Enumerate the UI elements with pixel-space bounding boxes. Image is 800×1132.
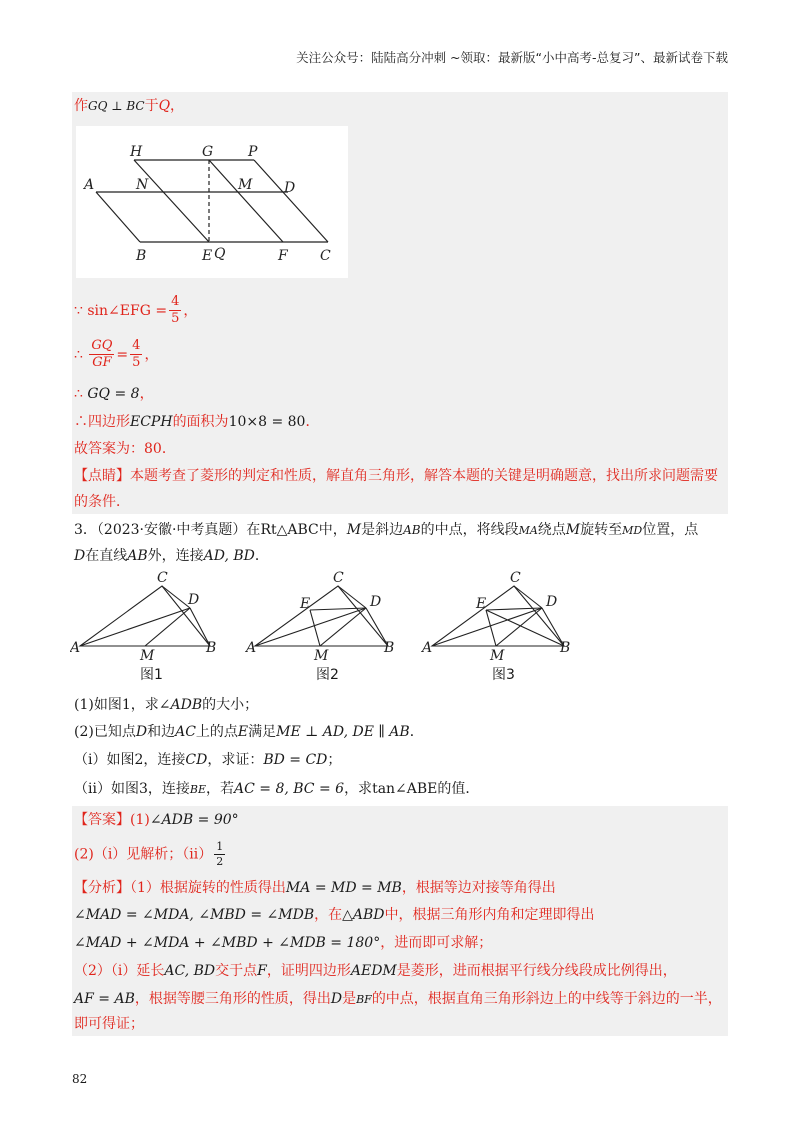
fig2-label-M: M	[314, 648, 329, 660]
label-A: A	[84, 177, 95, 193]
analysis-line-4: （2）（ⅰ）延长AC, BD交于点F，证明四边形AEDM是菱形，进而根据平行线分线段成比例得出，	[74, 963, 677, 979]
parallelogram-figure	[76, 126, 348, 278]
question-2-i: （ⅰ）如图2，连接CD，求证：BD = CD；	[74, 752, 342, 768]
label-H: H	[130, 144, 143, 160]
solution-line-2: ∵ sin∠EFG = $\frac{4}{5}$ ，	[74, 294, 198, 327]
fig1-label-C: C	[157, 570, 168, 586]
solution-line-1: 作GQ ⊥ BC于Q，	[74, 98, 185, 114]
analysis-line-3: ∠MAD + ∠MDA + ∠MBD + ∠MDB = 180°，进而即可求解；	[74, 935, 493, 951]
analysis-line-1: 【分析】（1）根据旋转的性质得出MA = MD = MB，根据等边对接等角得出	[74, 880, 556, 896]
fig1-label-A: A	[70, 640, 81, 656]
fig3-label-E: E	[476, 596, 487, 612]
fig3-label-A: A	[422, 640, 433, 656]
parallelogram-diagram	[76, 126, 348, 278]
solution-line-6: 故答案为：80．	[74, 441, 176, 457]
fig3-label-D: D	[546, 594, 558, 610]
fig1-label-D: D	[188, 592, 200, 608]
problem-line-2: D在直线AB外，连接AD, BD．	[74, 548, 269, 564]
answer-line-2: (2)（ⅰ）见解析；（ⅱ） $\frac{1}{2}$	[74, 840, 224, 868]
figure-2-caption: 图2	[316, 667, 339, 683]
analysis-line-6: 即可得证；	[74, 1016, 144, 1032]
answer-line-1: 【答案】(1)∠ADB = 90°	[74, 812, 239, 828]
solution-line-8: 的条件．	[74, 494, 130, 510]
fig3-label-M: M	[490, 648, 505, 660]
label-Q: Q	[214, 246, 226, 262]
analysis-line-2: ∠MAD = ∠MDA, ∠MBD = ∠MDB，在△ABD中，根据三角形内角和定理即得出	[74, 907, 595, 923]
fig2-label-A: A	[246, 640, 257, 656]
question-1: (1)如图1，求∠ADB的大小；	[74, 697, 259, 713]
page-number: 82	[72, 1072, 88, 1086]
triangle-figures	[70, 570, 590, 660]
label-E: E	[202, 248, 213, 264]
fig2-label-B: B	[384, 640, 395, 656]
fig2-label-C: C	[333, 570, 344, 586]
label-C: C	[320, 248, 331, 264]
question-2-ii: （ⅱ）如图3，连接BE，若AC = 8, BC = 6，求tan∠ABE的值．	[74, 781, 480, 797]
problem-line-1: 3．（2023·安徽·中考真题）在Rt△ABC中，M是斜边AB的中点，将线段MA绕点M旋转至MD位置，点	[74, 522, 699, 538]
label-G: G	[202, 144, 214, 160]
solution-line-4: ∴ GQ = 8，	[74, 386, 154, 402]
figure-1-caption: 图1	[140, 667, 163, 683]
analysis-line-5: AF = AB，根据等腰三角形的性质，得出D是BF的中点，根据直角三角形斜边上的中线等于斜边的一半，	[74, 991, 722, 1007]
label-D: D	[284, 180, 296, 196]
fig1-label-M: M	[140, 648, 155, 660]
solution-line-7: 【点睛】本题考查了菱形的判定和性质，解直角三角形，解答本题的关键是明确题意，找出所求问题需要	[74, 468, 718, 484]
solution-line-3: ∴ $\frac{GQ}{GF}$ = $\frac{4}{5}$ ，	[74, 338, 159, 371]
fig3-label-C: C	[510, 570, 521, 586]
label-N: N	[136, 177, 149, 193]
fig2-label-D: D	[370, 594, 382, 610]
question-2: (2)已知点D和边AC上的点E满足ME ⊥ AD, DE ∥ AB．	[74, 724, 424, 740]
solution-line-5: ∴四边形ECPH的面积为10×8 = 80．	[74, 414, 320, 430]
page-header: 关注公众号：陆陆高分冲刺 ~领取：最新版“小中高考-总复习”、最新试卷下载	[296, 50, 728, 65]
fig3-label-B: B	[560, 640, 571, 656]
fig2-label-E: E	[300, 596, 311, 612]
label-F: F	[278, 248, 288, 264]
figure-3-caption: 图3	[492, 667, 515, 683]
fig1-label-B: B	[206, 640, 217, 656]
label-B: B	[136, 248, 147, 264]
label-M: M	[238, 177, 253, 193]
label-P: P	[248, 144, 258, 160]
